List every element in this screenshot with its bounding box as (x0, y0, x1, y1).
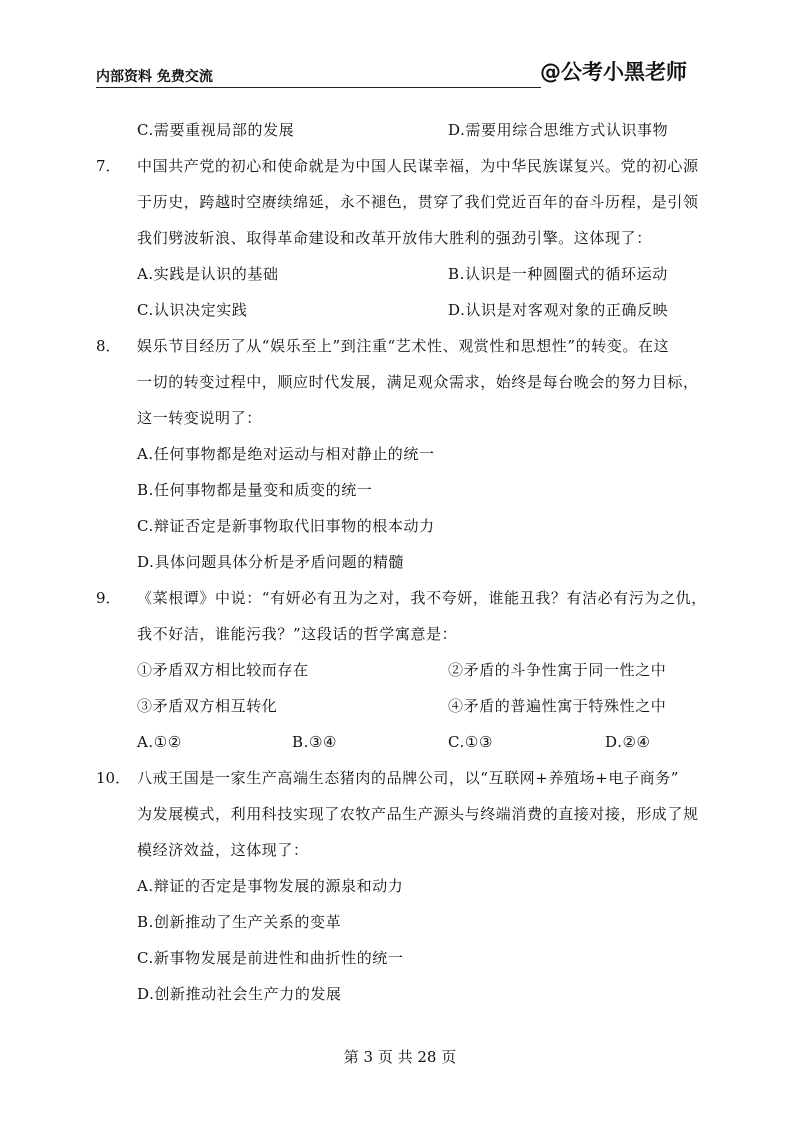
q7-option-a: A.实践是认识的基础 (137, 265, 279, 283)
question-stem-line: 这一转变说明了： (137, 409, 262, 427)
q10-option-d: D.创新推动社会生产力的发展 (137, 985, 342, 1003)
question-stem-line: 八戒王国是一家生产高端生态猪肉的品牌公司，以“互联网+养殖场+电子商务” (137, 769, 680, 787)
q10-option-c: C.新事物发展是前进性和曲折性的统一 (137, 949, 404, 967)
question-stem-line: 一切的转变过程中，顺应时代发展，满足观众需求，始终是每台晚会的努力目标， (137, 373, 699, 391)
q8-option-b: B.任何事物都是量变和质变的统一 (137, 481, 373, 499)
header-watermark-text: @公考小黑老师 (540, 60, 687, 84)
question-stem-line: 为发展模式，利用科技实现了农牧产品生产源头与终端消费的直接对接，形成了规 (137, 805, 699, 823)
header-left-text: 内部资料 免费交流 (96, 69, 213, 85)
q9-option-d: D.②④ (605, 733, 651, 751)
question-number: 10． (96, 769, 131, 787)
q9-option-c: C.①③ (448, 733, 494, 751)
question-stem-line: 我们劈波斩浪、取得革命建设和改革开放伟大胜利的强劲引擎。这体现了： (137, 229, 652, 247)
question-stem-line: 于历史，跨越时空赓续绵延，永不褪色，贯穿了我们党近百年的奋斗历程，是引领 (137, 193, 699, 211)
q6-option-d: D.需要用综合思维方式认识事物 (448, 121, 669, 139)
q9-option-b: B.③④ (292, 733, 338, 751)
q9-option-a: A.①② (137, 733, 182, 751)
q10-option-b: B.创新推动了生产关系的变革 (137, 913, 342, 931)
question-stem-line: 模经济效益，这体现了： (137, 841, 309, 859)
q8-option-c: C.辩证否定是新事物取代旧事物的根本动力 (137, 517, 435, 535)
question-stem-line: 娱乐节目经历了从“娱乐至上”到注重“艺术性、观赏性和思想性”的转变。在这 (137, 337, 670, 355)
q7-option-c: C.认识决定实践 (137, 301, 248, 319)
q9-item-1: ①矛盾双方相比较而存在 (137, 661, 309, 679)
q9-item-2: ②矛盾的斗争性寓于同一性之中 (448, 661, 667, 679)
header-rule (96, 87, 541, 88)
q7-option-b: B.认识是一种圆圈式的循环运动 (448, 265, 668, 283)
question-number: 8． (96, 337, 121, 355)
q8-option-a: A.任何事物都是绝对运动与相对静止的统一 (137, 445, 435, 463)
q6-option-c: C.需要重视局部的发展 (137, 121, 295, 139)
q9-item-4: ④矛盾的普遍性寓于特殊性之中 (448, 697, 667, 715)
question-stem-line: 我不好洁，谁能污我？”这段话的哲学寓意是： (137, 625, 458, 643)
q8-option-d: D.具体问题具体分析是矛盾问题的精髓 (137, 553, 405, 571)
question-number: 9． (96, 589, 121, 607)
q9-item-3: ③矛盾双方相互转化 (137, 697, 278, 715)
q10-option-a: A.辩证的否定是事物发展的源泉和动力 (137, 877, 404, 895)
page-number-footer: 第 3 页 共 28 页 (343, 1048, 457, 1066)
question-stem-line: 中国共产党的初心和使命就是为中国人民谋幸福，为中华民族谋复兴。党的初心源 (137, 157, 699, 175)
question-number: 7． (96, 157, 121, 175)
q7-option-d: D.认识是对客观对象的正确反映 (448, 301, 669, 319)
question-stem-line: 《菜根谭》中说：“有妍必有丑为之对，我不夸妍，谁能丑我？有洁必有污为之仇， (137, 589, 707, 607)
